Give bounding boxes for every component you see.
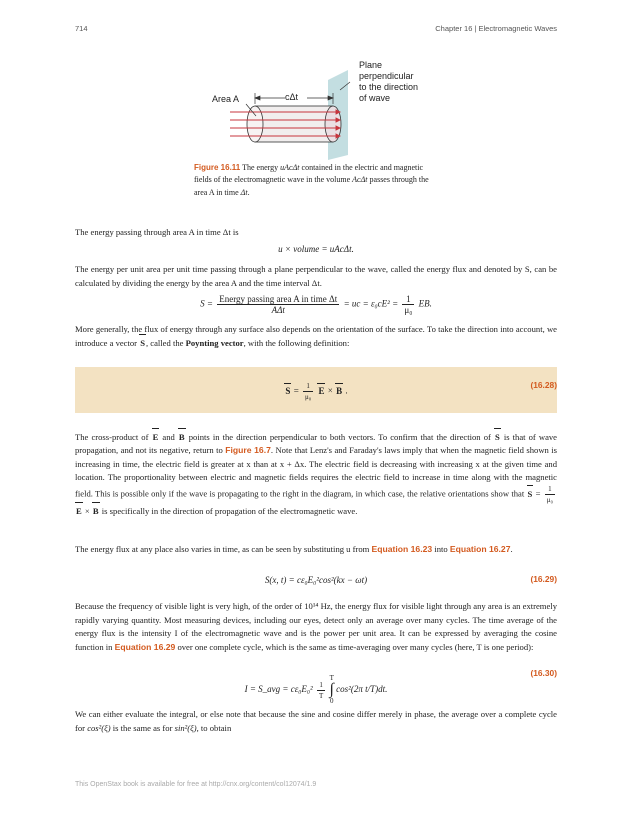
figure-caption: Figure 16.11 The energy uAcΔt contained in the electric and magnetic fields of the electromagnetic wave in the volume AcΔt passes through the area A in time Δt. [194, 163, 429, 197]
equation-16-30: I = S_avg = cε₀E₀² $\frac{1}{T}$ T ∫ 0 cos²(2π t/T)dt. [244, 674, 388, 705]
equation-number-16-29: (16.29) [530, 574, 557, 584]
cylinder-back [247, 106, 263, 142]
paragraph-5: The energy flux at any place also varies in time, as can be seen by substituting u from Equation 16.23 into Equation 16.27. [75, 544, 513, 554]
equation-16-23-link[interactable]: Equation 16.23 [371, 544, 433, 554]
chapter-title: Chapter 16 | Electromagnetic Waves [435, 24, 557, 33]
equation-16-29: S(x, t) = cε₀E₀²cos²(kx − ωt) [264, 575, 368, 585]
figure-16-7-link[interactable]: Figure 16.7 [225, 445, 271, 456]
plane-label: Plane perpendicular to the direction of wave [359, 60, 419, 103]
paragraph-3: More generally, the flux of energy through any surface also depends on the orientation of the surface. To take the direction into account, we introduce a vector S, called the Poynting vector, with the following definition: [75, 323, 557, 350]
equation-16-29-link[interactable]: Equation 16.29 [114, 641, 176, 652]
paragraph-2: The energy per unit area per unit time passing through a plane perpendicular to the wave, called the energy flux and denoted by S, can be calculated by dividing the energy by the area A and the time interval Δt. [75, 264, 557, 288]
footer-note: This OpenStax book is available for free at http://cnx.org/content/col12074/1.9 [75, 781, 317, 788]
length-label: cΔt [285, 92, 299, 102]
paragraph-4: The cross-product of E and B points in the direction perpendicular to both vectors. To confirm that the direction of S is that of wave propagation, and not its negative, return to Figure 16.7. Note that Lenz's and Faraday's laws imply that when the magnetic field shown is increasing in time, the electric field is greater at x than at x + Δx. The electric field is decreasing with increasing x at the given time and location. The proportionality between electric and magnetic fields requires the electric field to increase in time along with the magnetic field. This is possible only if the wave is propagating to the right in the diagram, in which case, the relative orientations show that S = $\frac{1}{\text{μ₀}}$ E × B is specifically in the direction of propagation of the electromagnetic wave. [75, 431, 557, 518]
equation-energy-flux: S = $\frac{\text{Energy passing area A in time Δt}}{\text{AΔt}}$ = uc = ε₀cE² = $\frac{1}{\text{μ₀}}$ EB. [200, 294, 432, 315]
paragraph-7: We can either evaluate the integral, or else note that because the sine and cosine differ merely in phase, the average over a complete cycle for cos²(ξ) is the same as for sin²(ξ), to obtain [75, 709, 557, 733]
cylinder-body [255, 106, 333, 142]
equation-number-16-30: (16.30) [530, 668, 557, 678]
equation-16-27-link[interactable]: Equation 16.27 [449, 544, 511, 554]
equation-volume: u × volume = uAcΔt. [278, 244, 354, 254]
equation-16-28: S = $\frac{1}{\text{μ₀}}$ E × B . [285, 382, 348, 401]
paragraph-1: The energy passing through area A in time Δt is [75, 227, 239, 237]
paragraph-6: Because the frequency of visible light is very high, of the order of 10¹⁴ Hz, the energy flux for visible light through any area is an extremely rapidly varying quantity. Most measuring devices, including our eyes, detect only an average over many cycles. The time average of the energy flux is the intensity I of the electromagnetic wave and is the power per unit area. It can be expressed by averaging the cosine function in Equation 16.29 over one complete cycle, which is the same as time-averaging over many cycles (here, T is one period): [75, 601, 557, 652]
equation-number-16-28: (16.28) [530, 380, 557, 390]
area-label: Area A [212, 94, 240, 104]
page-number: 714 [75, 24, 88, 33]
